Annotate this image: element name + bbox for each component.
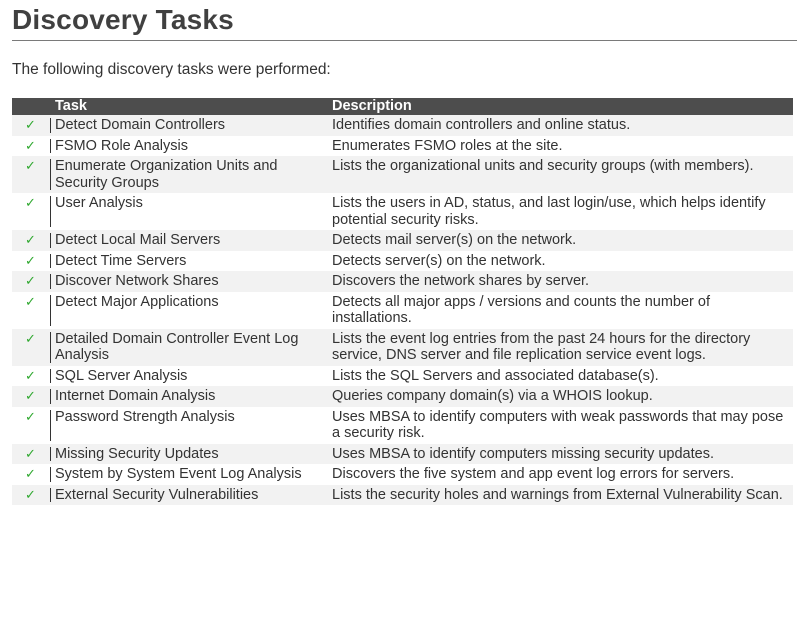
task-name: SQL Server Analysis [51,366,328,387]
task-name: Detect Domain Controllers [51,115,328,136]
checkmark-icon: ✓ [25,158,36,173]
checkmark-icon: ✓ [25,195,36,210]
page-title: Discovery Tasks [12,4,234,35]
row-separator-bar [50,274,51,289]
task-description: Queries company domain(s) via a WHOIS lookup. [328,386,793,407]
table-row [12,485,793,506]
row-separator-bar [50,410,51,441]
intro-text: The following discovery tasks were performed: [12,61,331,78]
check-cell [12,464,51,485]
row-separator-bar [50,369,51,384]
checkmark-icon: ✓ [25,388,36,403]
table-row [12,136,793,157]
table-body [12,115,793,505]
checkmark-icon: ✓ [25,408,36,424]
task-name: User Analysis [51,193,328,230]
row-separator-bar [50,467,51,482]
check-cell [12,292,51,329]
row-separator-bar [50,332,51,363]
table-row [12,251,793,272]
header-task: Task [51,98,328,115]
table-row [12,292,793,329]
check-cell [12,366,51,387]
check-cell [12,485,51,506]
check-cell [12,115,51,136]
checkmark-icon: ✓ [25,293,36,309]
task-name: System by System Event Log Analysis [51,464,328,485]
checkmark-icon: ✓ [25,466,36,481]
table-row [12,193,793,230]
task-name: Enumerate Organization Units and Security Groups [51,156,328,193]
row-separator-bar [50,118,51,133]
task-name: Detect Major Applications [51,292,328,329]
task-description: Uses MBSA to identify computers missing security updates. [328,444,793,465]
task-description: Uses MBSA to identify computers with weak passwords that may pose a security risk. [328,407,793,444]
task-description: Detects mail server(s) on the network. [328,230,793,251]
header-description: Description [328,98,793,115]
table-row [12,366,793,387]
task-description: Lists the event log entries from the past 24 hours for the directory service, DNS server and file replication service event logs. [328,329,793,366]
check-cell [12,156,51,193]
row-separator-bar [50,389,51,404]
task-description: Detects all major apps / versions and counts the number of installations. [328,292,793,329]
row-separator-bar [50,196,51,227]
task-name: External Security Vulnerabilities [51,485,328,506]
checkmark-icon: ✓ [25,486,36,502]
check-cell [12,407,51,444]
task-name: Internet Domain Analysis [51,386,328,407]
check-cell [12,329,51,366]
task-description: Detects server(s) on the network. [328,251,793,272]
check-cell [12,444,51,465]
table-row [12,464,793,485]
task-name: Detect Local Mail Servers [51,230,328,251]
task-description: Enumerates FSMO roles at the site. [328,136,793,157]
row-separator-bar [50,254,51,269]
table-row [12,115,793,136]
check-cell [12,386,51,407]
checkmark-icon: ✓ [25,273,36,288]
table-row [12,271,793,292]
checkmark-icon: ✓ [25,367,36,383]
row-separator-bar [50,488,51,503]
checkmark-icon: ✓ [25,117,36,132]
table-header-row [12,98,793,115]
checkmark-icon: ✓ [25,232,36,247]
task-description: Discovers the network shares by server. [328,271,793,292]
check-cell [12,271,51,292]
checkmark-icon: ✓ [25,445,36,461]
header-check-column [12,98,51,115]
discovery-tasks-table [12,98,793,505]
checkmark-icon: ✓ [25,137,36,153]
task-name: FSMO Role Analysis [51,136,328,157]
task-description: Lists the SQL Servers and associated database(s). [328,366,793,387]
task-name: Discover Network Shares [51,271,328,292]
check-cell [12,193,51,230]
table-row [12,156,793,193]
task-description: Discovers the five system and app event log errors for servers. [328,464,793,485]
task-description: Lists the organizational units and security groups (with members). [328,156,793,193]
row-separator-bar [50,295,51,326]
table-row [12,444,793,465]
row-separator-bar [50,447,51,462]
table-row [12,329,793,366]
task-description: Identifies domain controllers and online status. [328,115,793,136]
checkmark-icon: ✓ [25,330,36,346]
check-cell [12,136,51,157]
task-name: Missing Security Updates [51,444,328,465]
task-name: Password Strength Analysis [51,407,328,444]
task-name: Detailed Domain Controller Event Log Analysis [51,329,328,366]
check-cell [12,251,51,272]
task-name: Detect Time Servers [51,251,328,272]
row-separator-bar [50,139,51,154]
title-divider [12,40,797,41]
row-separator-bar [50,159,51,190]
row-separator-bar [50,233,51,248]
checkmark-icon: ✓ [25,252,36,268]
task-description: Lists the security holes and warnings from External Vulnerability Scan. [328,485,793,506]
table-row [12,386,793,407]
task-description: Lists the users in AD, status, and last login/use, which helps identify potential security risks. [328,193,793,230]
check-cell [12,230,51,251]
table-row [12,230,793,251]
table-row [12,407,793,444]
